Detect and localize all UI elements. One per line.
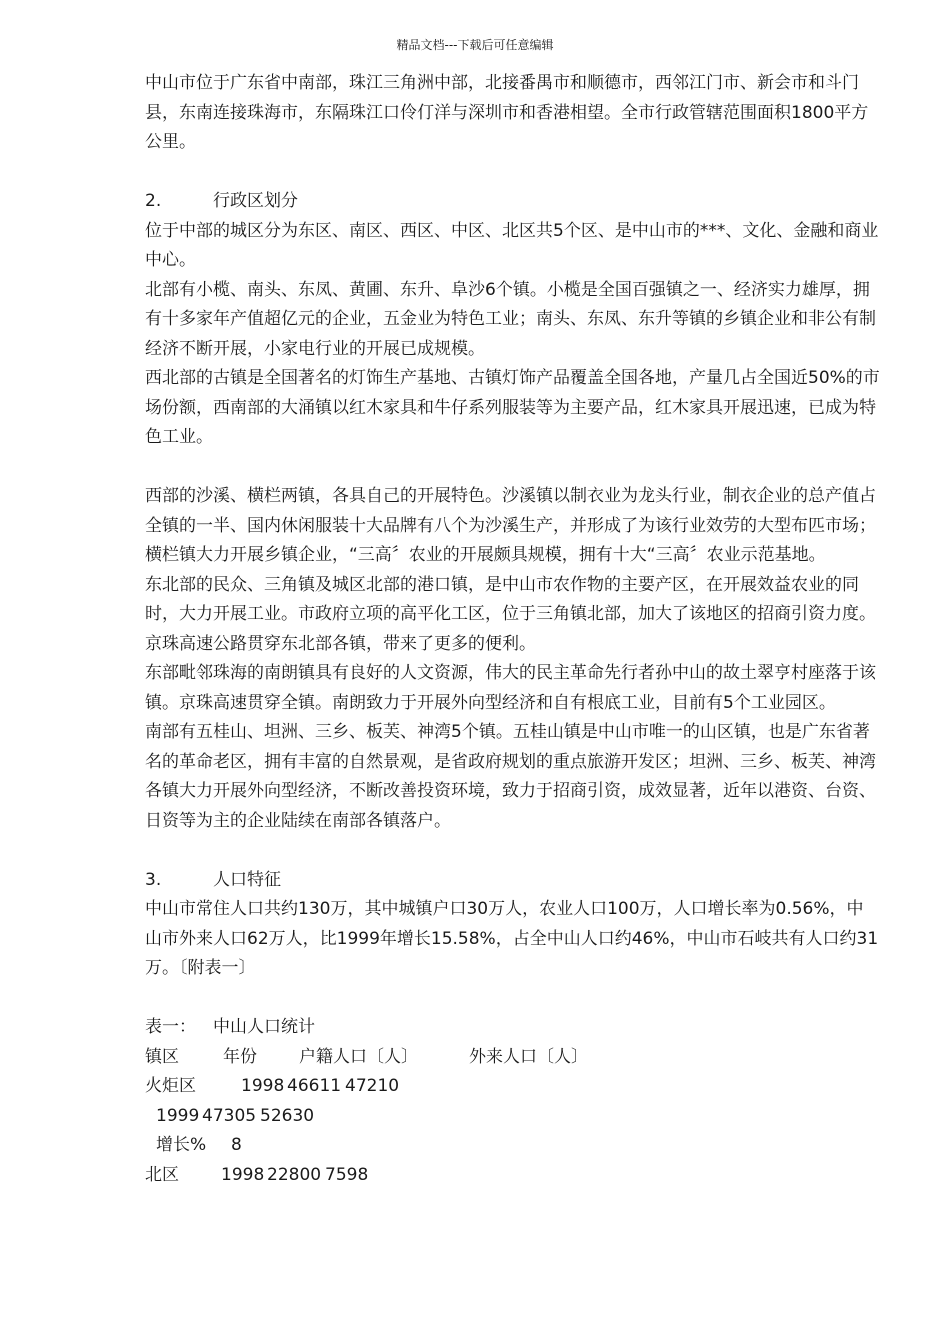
table-cell-year: 8: [231, 1135, 242, 1155]
section-3-heading: [145, 866, 880, 896]
table-cell-migrant: 7598: [325, 1164, 369, 1185]
table-cell-year: 1999: [156, 1105, 200, 1126]
table-row: [145, 1072, 880, 1102]
table-header-cell: 外来人口〔人〕: [469, 1046, 588, 1067]
table-caption: [145, 1013, 880, 1043]
table-cell-district: 增长%: [156, 1135, 207, 1155]
table-header-cell: 镇区: [145, 1046, 179, 1067]
body-paragraph: 西部的沙溪、横栏两镇，各具自己的开展特色。沙溪镇以制衣业为龙头行业，制衣企业的总产值占全镇的一半、国内休闲服装十大品牌有八个为沙溪生产，并形成了为该行业效劳的大型布匹市场；横栏镇大力开展乡镇企业，“三高〞农业的开展颇具规模，拥有十大“三高〞农业示范基地。: [145, 486, 876, 565]
table-cell-registered: 47305: [202, 1105, 257, 1126]
table-header-cell: 户籍人口〔人〕: [299, 1046, 418, 1067]
section-number: 2.: [145, 191, 162, 211]
table-cell-migrant: 52630: [260, 1105, 315, 1126]
intro-paragraph: 中山市位于广东省中南部，珠江三角洲中部，北接番禺市和顺德市，西邻江门市、新会市和斗门县，东南连接珠海市，东隔珠江口伶仃洋与深圳市和香港相望。全市行政管辖范围面积1800平方公里。: [145, 73, 869, 152]
table-cell-year: 1998: [221, 1164, 265, 1185]
section-2-heading: [145, 187, 880, 217]
table-header-row: [145, 1043, 880, 1073]
section-title: 行政区划分: [213, 191, 298, 211]
body-paragraph: 位于中部的城区分为东区、南区、西区、中区、北区共5个区、是中山市的***、文化、金融和商业中心。: [145, 220, 879, 270]
table-cell-registered: 46611: [287, 1076, 342, 1096]
page-header: 精品文档---下载后可任意编辑: [396, 38, 554, 52]
table-cell-district: 北区: [145, 1164, 179, 1185]
table-row: [145, 1131, 880, 1161]
table-header-cell: 年份: [223, 1046, 257, 1067]
section-number: 3.: [145, 869, 162, 890]
table-caption-title: 中山人口统计: [213, 1017, 315, 1037]
body-paragraph: 南部有五桂山、坦洲、三乡、板芙、神湾5个镇。五桂山镇是中山市唯一的山区镇，也是广东省著名的革命老区，拥有丰富的自然景观，是省政府规划的重点旅游开发区；坦洲、三乡、板芙、神湾各镇大力开展外向型经济，不断改善投资环境，致力于招商引资，成效显著，近年以港资、台资、日资等为主的企业陆续在南部各镇落户。: [145, 722, 876, 831]
table-cell-registered: 22800: [267, 1164, 322, 1185]
table-cell-year: 1998: [241, 1076, 285, 1096]
table-cell-district: 火炬区: [145, 1076, 196, 1096]
body-paragraph: 西北部的古镇是全国著名的灯饰生产基地、古镇灯饰产品覆盖全国各地，产量几占全国近50%的市场份额，西南部的大涌镇以红木家具和牛仔系列服装等为主要产品，红木家具开展迅速，已成为特色工业。: [145, 368, 880, 447]
body-paragraph: 东北部的民众、三角镇及城区北部的港口镇，是中山市农作物的主要产区，在开展效益农业的同时，大力开展工业。市政府立项的高平化工区，位于三角镇北部，加大了该地区的招商引资力度。京珠高速公路贯穿东北部各镇，带来了更多的便利。: [145, 574, 876, 654]
table-row: [145, 1161, 880, 1191]
body-paragraph: 北部有小榄、南头、东凤、黄圃、东升、阜沙6个镇。小榄是全国百强镇之一、经济实力雄厚，拥有十多家年产值超亿元的企业，五金业为特色工业；南头、东凤、东升等镇的乡镇企业和非公有制经济不断开展，小家电行业的开展已成规模。: [145, 279, 876, 359]
section-title: 人口特征: [213, 869, 281, 890]
body-paragraph: 中山市常住人口共约130万，其中城镇户口30万人，农业人口100万，人口增长率为0.56%，中山市外来人口62万人，比1999年增长15.58%，占全中山人口约46%，中山市石岐共有人口约31万。〔附表一〕: [145, 899, 879, 978]
table-caption-label: 表一：: [145, 1017, 196, 1037]
table-cell-migrant: 47210: [345, 1076, 400, 1096]
body-paragraph: 东部毗邻珠海的南朗镇具有良好的人文资源，伟大的民主革命先行者孙中山的故土翠亨村座落于该镇。京珠高速贯穿全镇。南朗致力于开展外向型经济和自有根底工业，目前有5个工业园区。: [145, 663, 876, 713]
document-body: [145, 69, 880, 1190]
table-row: [145, 1102, 880, 1132]
